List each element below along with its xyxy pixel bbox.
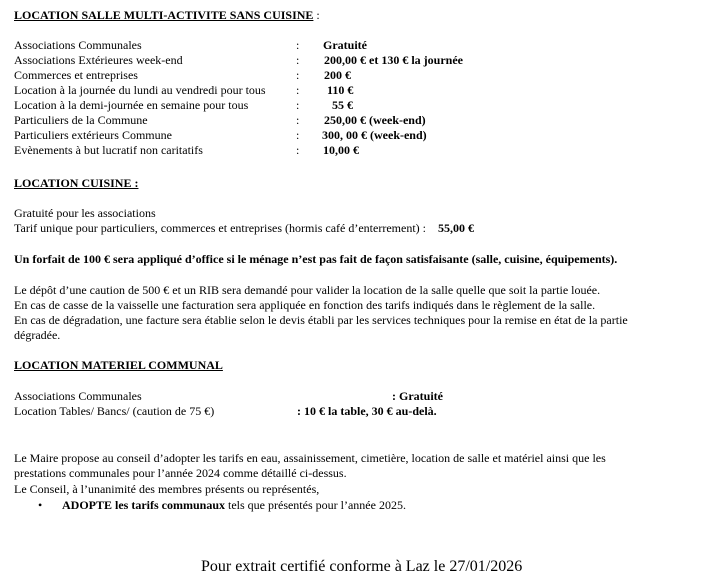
- adopte-rest: tels que présentés pour l’année 2025.: [225, 498, 406, 512]
- conclusion-line: Le Maire propose au conseil d’adopter les tarifs en eau, assainissement, cimetière, location de salle et matériel ainsi que les: [14, 451, 606, 465]
- section-salle-title: LOCATION SALLE MULTI-ACTIVITE SANS CUISINE: [14, 8, 314, 22]
- tariff-row: [14, 38, 714, 53]
- tariff-label: Commerces et entreprises: [14, 68, 138, 82]
- tariff-colon: :: [296, 98, 300, 112]
- tariff-label: Location à la journée du lundi au vendredi pour tous: [14, 83, 266, 97]
- section-cuisine-title: LOCATION CUISINE :: [14, 176, 139, 190]
- tariff-row: [14, 128, 714, 143]
- tariff-value: 250,00 € (week-end): [324, 113, 426, 127]
- tariff-label: Particuliers de la Commune: [14, 113, 148, 127]
- tariff-row: [14, 53, 714, 68]
- tariff-colon: :: [296, 83, 300, 97]
- forfait-notice: Un forfait de 100 € sera appliqué d’office si le ménage n’est pas fait de façon satisfaisante (salle, cuisine, équipements).: [14, 252, 618, 266]
- bullet-icon: •: [38, 498, 43, 512]
- materiel-row: [14, 389, 714, 404]
- conclusion-line: prestations communales pour l’année 2024 comme détaillé ci-dessus.: [14, 466, 347, 480]
- tariff-value: 200 €: [324, 68, 351, 82]
- adopte-text: [62, 498, 406, 513]
- tariff-value: 110 €: [327, 83, 354, 97]
- condition-line: dégradée.: [14, 328, 61, 342]
- materiel-label: Associations Communales: [14, 389, 142, 403]
- section-materiel-title: LOCATION MATERIEL COMMUNAL: [14, 358, 223, 372]
- tariff-value: 10,00 €: [323, 143, 359, 157]
- tariff-row: [14, 68, 714, 83]
- tariff-value: 55 €: [332, 98, 353, 112]
- cuisine-line-associations: Gratuité pour les associations: [14, 206, 156, 220]
- cuisine-tarif-value: 55,00 €: [437, 221, 474, 235]
- materiel-value: : Gratuité: [392, 389, 443, 403]
- conclusion-line: Le Conseil, à l’unanimité des membres présents ou représentés,: [14, 482, 320, 496]
- tariff-label: Location à la demi-journée en semaine pour tous: [14, 98, 249, 112]
- tariff-colon: :: [296, 113, 300, 127]
- tariff-label: Associations Extérieures week-end: [14, 53, 183, 67]
- materiel-row: [14, 404, 714, 419]
- section-salle-heading: [14, 8, 320, 23]
- cuisine-line-tarif: [14, 221, 474, 236]
- condition-line: Le dépôt d’une caution de 500 € et un RIB sera demandé pour valider la location de la salle quelle que soit la partie louée.: [14, 283, 601, 297]
- tariff-row: [14, 83, 714, 98]
- tariff-value: 300, 00 € (week-end): [322, 128, 427, 142]
- tariff-label: Evènements à but lucratif non caritatifs: [14, 143, 203, 157]
- tariff-colon: :: [296, 68, 300, 82]
- materiel-label: Location Tables/ Bancs/ (caution de 75 €): [14, 404, 215, 418]
- section-salle-title-suffix: :: [313, 8, 320, 22]
- tariff-row: [14, 98, 714, 113]
- adopte-bold: ADOPTE les tarifs communaux: [62, 498, 225, 512]
- tariff-row: [14, 143, 714, 158]
- tariff-value: Gratuité: [323, 38, 367, 52]
- tariff-colon: :: [296, 38, 300, 52]
- cuisine-tarif-text: Tarif unique pour particuliers, commerces et entreprises (hormis café d’enterrement) :: [14, 221, 426, 235]
- tariff-colon: :: [296, 143, 300, 157]
- tariff-colon: :: [296, 53, 300, 67]
- tariff-label: Associations Communales: [14, 38, 142, 52]
- tariff-label: Particuliers extérieurs Commune: [14, 128, 172, 142]
- condition-line: En cas de dégradation, une facture sera établie selon le devis établi par les services techniques pour la remise en état de la partie: [14, 313, 628, 327]
- tariff-row: [14, 113, 714, 128]
- certification-footer: Pour extrait certifié conforme à Laz le 27/01/2026: [201, 558, 523, 575]
- tariff-colon: :: [296, 128, 300, 142]
- condition-line: En cas de casse de la vaisselle une facturation sera appliquée en fonction des tarifs indiqués dans le règlement de la salle.: [14, 298, 596, 312]
- materiel-value: : 10 € la table, 30 € au-delà.: [297, 404, 437, 418]
- tariff-value: 200,00 € et 130 € la journée: [324, 53, 463, 67]
